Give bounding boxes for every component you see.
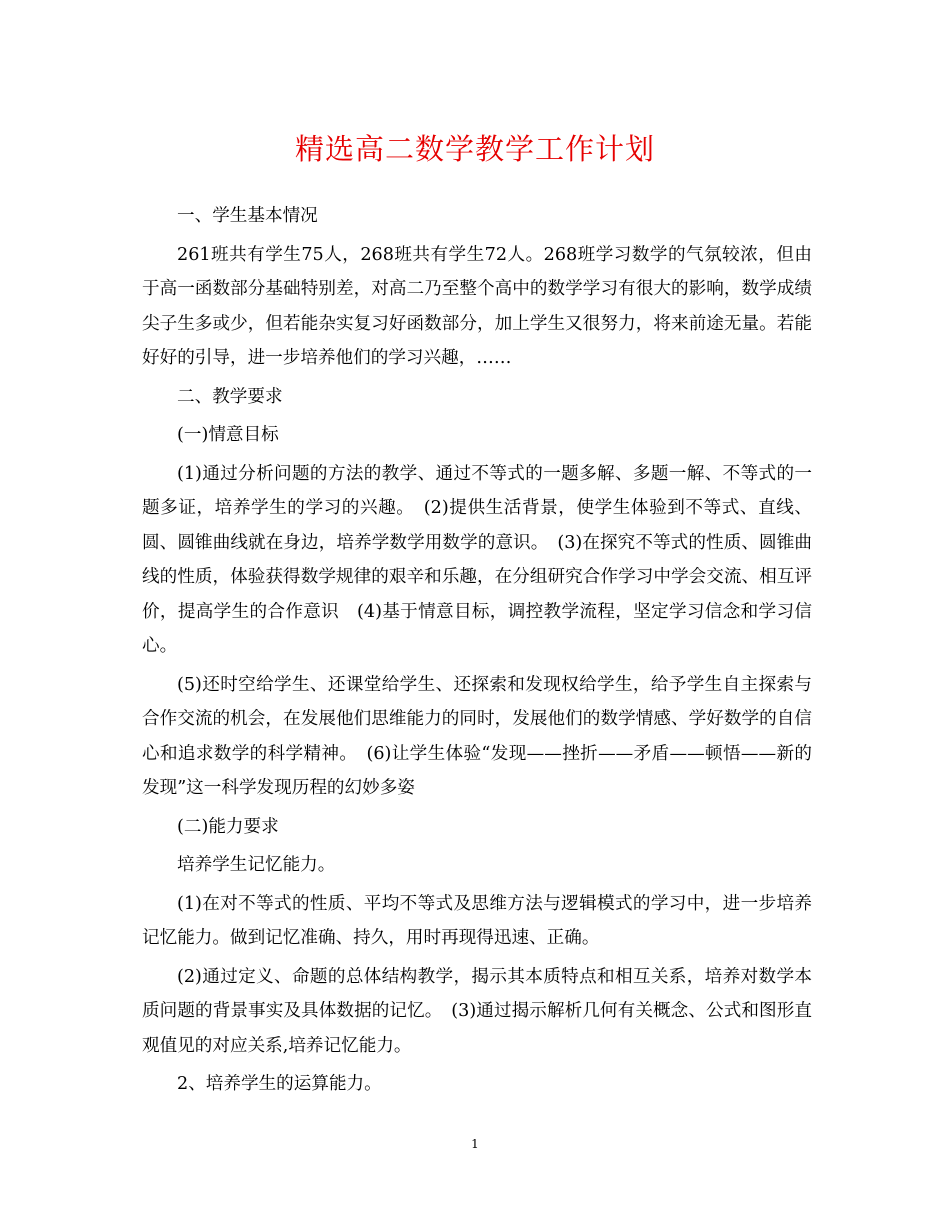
subsection-heading-ability-requirements: (二)能力要求 <box>177 816 279 837</box>
paragraph-student-situation: 261班共有学生75人，268班共有学生72人。268班学习数学的气氛较浓，但由于高一函数部分基础特别差，对高二乃至整个高中的数学学习有很大的影响，数学成绩尖子生多或少，但若能杂实复习好函数部分，加上学生又很努力，将来前途无量。若能好好的引导，进一步培养他们的学习兴趣，…… <box>142 244 812 368</box>
paragraph-computation-ability: 2、培养学生的运算能力。 <box>177 1074 382 1094</box>
paragraph-memory-ability-2: (2)通过定义、命题的总体结构教学，揭示其本质特点和相互关系，培养对数学本质问题的背景事实及具体数据的记忆。 (3)通过揭示解析几何有关概念、公式和图形直观值见的对应关系,培养记忆能力。 <box>142 966 812 1056</box>
subsection-heading-affective-goals: (一)情意目标 <box>177 425 279 445</box>
page-number: 1 <box>471 1137 479 1151</box>
paragraph-affective-goals-2: (5)还时空给学生、还课堂给学生、还探索和发现权给学生，给予学生自主探索与合作交流的机会，在发展他们思维能力的同时，发展他们的数学情感、学好数学的自信心和追求数学的科学精神。 (6)让学生体验“发现——挫折——矛盾——顿悟——新的发现”这一科学发现历程的幻妙多姿 <box>142 674 812 798</box>
paragraph-affective-goals-1: (1)通过分析问题的方法的教学、通过不等式的一题多解、多题一解、不等式的一题多证，培养学生的学习的兴趣。 (2)提供生活背景，使学生体验到不等式、直线、圆、圆锥曲线就在身边，培养学数学用数学的意识。 (3)在探究不等式的性质、圆锥曲线的性质，体验获得数学规律的艰辛和乐趣，在分组研究合作学习中学会交流、相互评价，提高学生的合作意识 (4)基于情意目标，调控教学流程，坚定学习信念和学习信心。 <box>142 463 812 656</box>
paragraph-memory-ability-1: (1)在对不等式的性质、平均不等式及思维方法与逻辑模式的学习中，进一步培养记忆能力。做到记忆准确、持久，用时再现得迅速、正确。 <box>142 893 812 948</box>
document-title: 精选高二数学教学工作计划 <box>294 132 655 166</box>
document-body <box>142 199 812 1102</box>
section-heading-teaching-requirements: 二、教学要求 <box>177 386 283 407</box>
paragraph-memory-ability: 培养学生记忆能力。 <box>177 855 336 875</box>
section-heading-student-situation: 一、学生基本情况 <box>177 206 318 226</box>
